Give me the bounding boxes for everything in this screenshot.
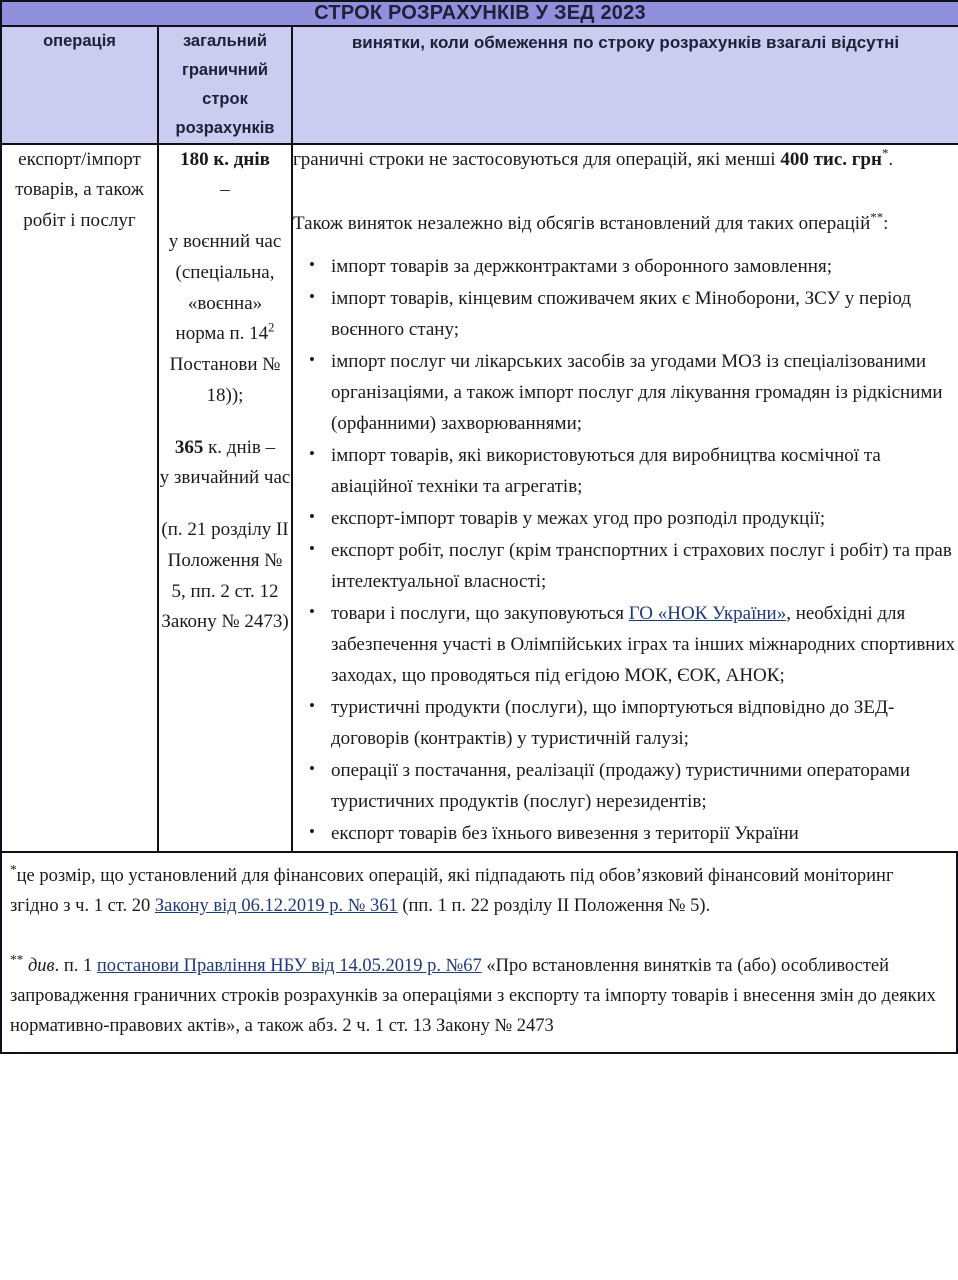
- list-item-text: експорт робіт, послуг (крім транспортних і страхових послуг і робіт) та прав інтелектуальної власності;: [331, 540, 952, 593]
- term-normal-days: [159, 433, 291, 464]
- list-item-text: операції з постачання, реалізації (продажу) туристичними операторами туристичних продуктів (послуг) нерезидентів;: [331, 759, 910, 812]
- term-dash: –: [220, 179, 230, 201]
- footnote-single-text-after: (пп. 1 п. 22 розділу II Положення № 5).: [397, 895, 711, 916]
- term-military-norm: [159, 319, 291, 350]
- exceptions-list: [293, 252, 958, 849]
- exceptions-lead-prefix: граничні строки не застосовуються для операцій, які менші: [293, 148, 781, 170]
- cell-term: [158, 144, 292, 852]
- list-item: [331, 441, 958, 503]
- table-header-row: [1, 26, 958, 144]
- list-item-text: експорт товарів без їхнього вивезення з території України: [331, 822, 799, 844]
- term-military-unit: к. днів: [213, 148, 270, 170]
- exceptions-lead2-prefix: Також виняток незалежно від обсягів встановлений для таких операцій: [293, 213, 871, 235]
- list-item: [331, 693, 958, 755]
- term-spacer-2: [159, 412, 291, 433]
- term-normal-unit: к. днів –: [208, 436, 276, 458]
- operation-text: експорт/імпорт товарів, а також робіт і послуг: [15, 148, 144, 232]
- column-header-term: [158, 26, 292, 144]
- list-item: [331, 252, 958, 283]
- footnote-marker-single: *: [881, 145, 889, 161]
- list-item: [331, 347, 958, 440]
- term-spacer-1: [159, 206, 291, 227]
- list-item: [331, 756, 958, 818]
- list-item: [331, 819, 958, 850]
- footnote-double-text-after: «Про встановлення винятків та (або) особливостей запровадження граничних строків розрахунків за операціями з експорту та імпорту товарів і внесення змін до деяких нормативно-правових актів», а також абз. 2 ч. 1 ст. 13 Закону № 2473: [10, 955, 936, 1036]
- column-header-operation: [1, 26, 158, 144]
- footnotes-cell: [1, 852, 957, 1053]
- exceptions-lead-regardless: [293, 209, 958, 240]
- term-military-norm-prefix: норма п. 14: [175, 323, 269, 345]
- term-military-norm-superscript: 2: [268, 321, 275, 335]
- table-row: [1, 144, 958, 852]
- table-title-row: [1, 1, 958, 26]
- footnote-double-text-before: . п. 1: [54, 955, 97, 976]
- footnote-marker-double: **: [870, 210, 884, 226]
- column-header-term-label: загальний граничний строк розрахунків: [175, 32, 275, 137]
- term-military-note: (спеціальна, «воєнна»: [175, 261, 275, 314]
- table-title-cell: [1, 1, 958, 26]
- term-military-resolution: Постанови № 18));: [169, 354, 281, 406]
- list-item: [331, 504, 958, 535]
- list-item-text: імпорт товарів, кінцевим споживачем яких є Міноборони, ЗСУ у період воєнного стану;: [331, 288, 912, 341]
- term-normal-value: 365: [174, 436, 204, 458]
- exceptions-lead2-suffix: :: [883, 213, 889, 235]
- list-item-text: експорт-імпорт товарів у межах угод про розподіл продукції;: [331, 508, 826, 530]
- footnote-single-asterisk: [10, 862, 946, 922]
- column-header-exceptions: [292, 26, 958, 144]
- exceptions-lead-threshold: [293, 145, 958, 176]
- cell-exceptions: [292, 144, 958, 852]
- list-item-text-before: товари і послуги, що закуповуються: [331, 603, 629, 625]
- law-361-link[interactable]: Закону від 06.12.2019 р. № 361: [154, 895, 398, 916]
- column-header-operation-label: операція: [43, 32, 116, 50]
- footnotes-row: [1, 852, 957, 1053]
- footnotes-table: [0, 851, 958, 1054]
- cell-operation: [1, 144, 158, 852]
- term-normal-period: у звичайний час: [159, 467, 291, 489]
- term-spacer-3: [159, 494, 291, 515]
- term-legal-reference: (п. 21 розділу II Положення № 5, пп. 2 ст. 12 Закону № 2473): [161, 519, 289, 633]
- list-item: [331, 536, 958, 598]
- nbu-resolution-67-link[interactable]: постанови Правління НБУ від 14.05.2019 р. №67: [96, 955, 482, 976]
- exceptions-lead-suffix: .: [888, 148, 894, 170]
- list-item: [331, 284, 958, 346]
- footnote-single-text-before: це розмір, що установлений для фінансових операцій, які підпадають під обов’язковий фінансовий моніторинг згідно з ч. 1 ст. 20: [10, 865, 894, 916]
- footnote-single-marker: *: [10, 861, 17, 877]
- term-military-value: 180: [180, 148, 209, 170]
- list-item-text: туристичні продукти (послуги), що імпортуються відповідно до ЗЕД-договорів (контрактів) у туристичній галузі;: [331, 697, 895, 749]
- list-item-text: імпорт товарів, які використовуються для виробництва космічної та авіаційної техніки та агрегатів;: [331, 445, 881, 498]
- page-title: СТРОК РОЗРАХУНКІВ У ЗЕД 2023: [314, 2, 646, 24]
- term-military-period: у воєнний час: [168, 231, 282, 253]
- footnote-double-marker: **: [10, 951, 24, 967]
- list-item-text: імпорт товарів за держконтрактами з оборонного замовлення;: [331, 256, 832, 278]
- term-military-days: [159, 145, 291, 176]
- footnote-double-asterisk: [10, 952, 946, 1042]
- list-item-with-link: [331, 599, 958, 692]
- exceptions-threshold-amount: 400 тис. грн: [780, 148, 882, 170]
- list-item-text-after: , необхідні для забезпечення участі в Олімпійських іграх та інших міжнародних спортивних заходах, що проводяться під егідою МОК, ЄОК, АНОК;: [331, 603, 956, 687]
- column-header-exceptions-label: винятки, коли обмеження по строку розрахунків взагалі відсутні: [351, 33, 900, 52]
- list-item-text: імпорт послуг чи лікарських засобів за угодами МОЗ із спеціалізованими організаціями, а також імпорт послуг для лікування громадян із рідкісними (орфанними) захворюваннями;: [331, 351, 943, 435]
- nok-ukraine-link[interactable]: ГО «НОК України»: [628, 603, 787, 625]
- footnote-double-italic: див: [27, 955, 55, 976]
